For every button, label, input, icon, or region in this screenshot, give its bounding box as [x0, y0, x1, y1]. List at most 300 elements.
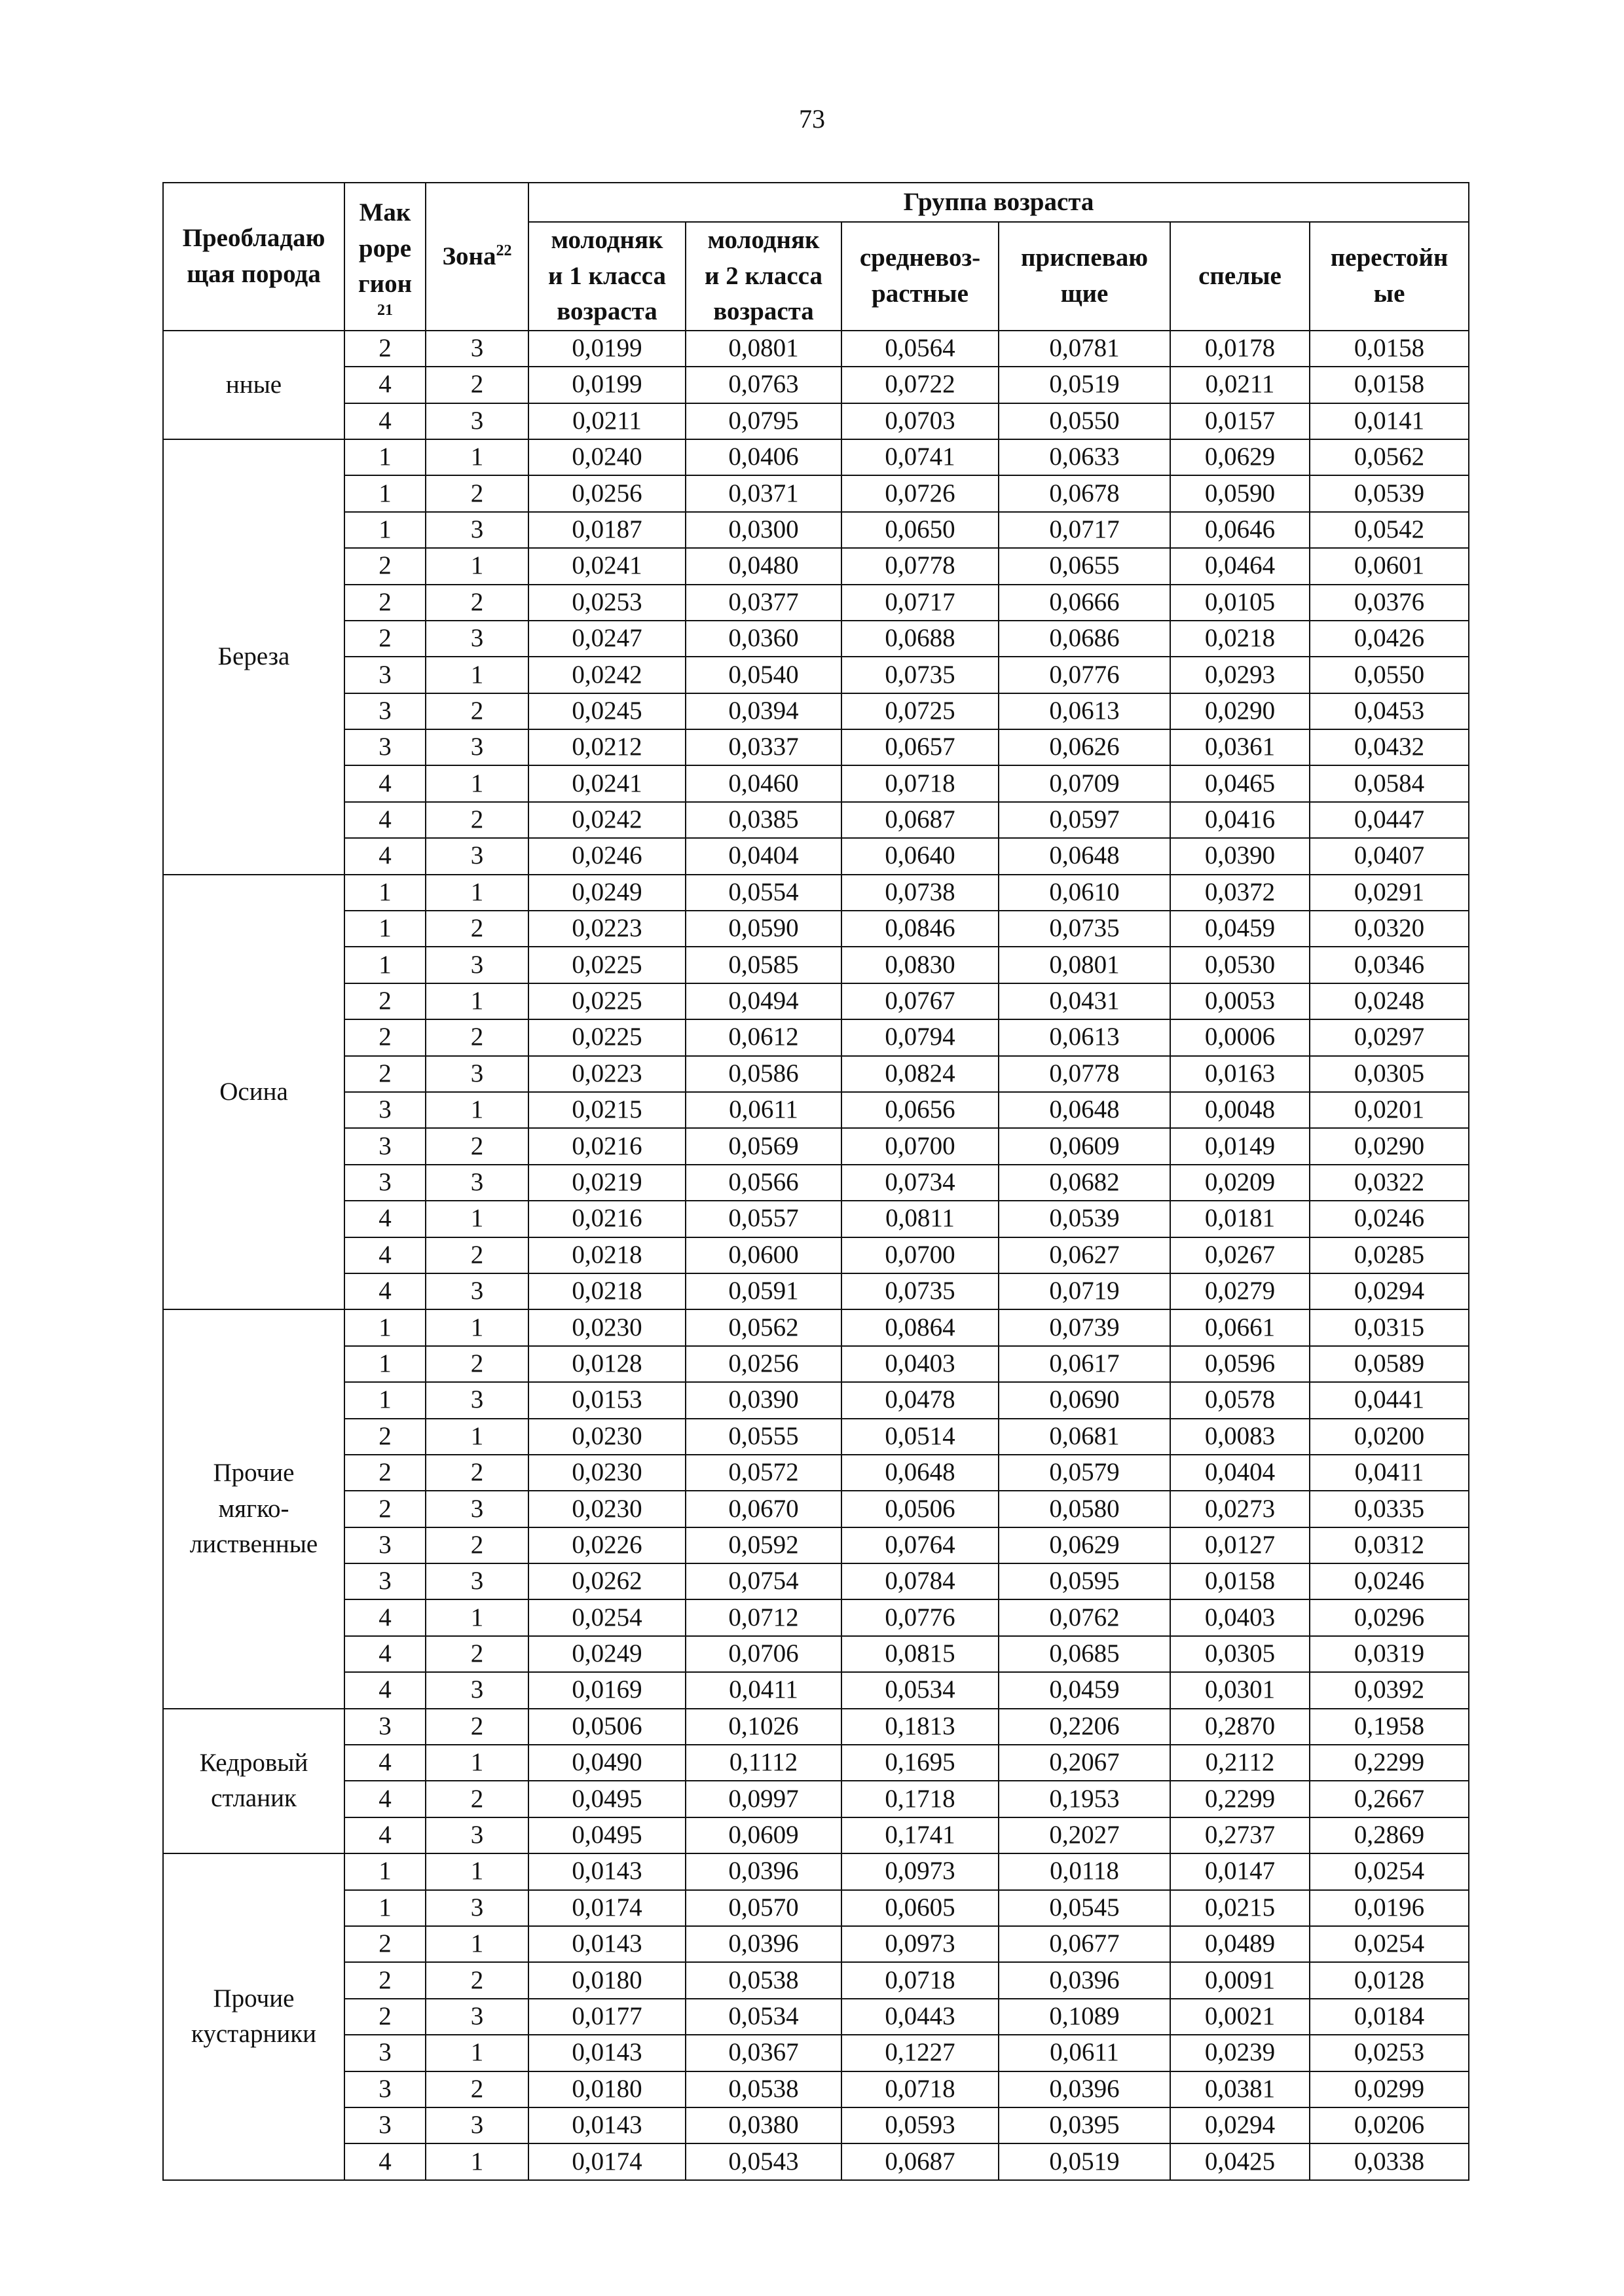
value-cell: 0,0245: [528, 693, 686, 729]
value-cell: 0,0338: [1310, 2143, 1469, 2179]
value-cell: 0,0738: [841, 875, 999, 911]
value-cell: 0,0396: [999, 2071, 1170, 2107]
zone-cell: 2: [426, 585, 528, 621]
value-cell: 0,0557: [686, 1201, 841, 1237]
zone-cell: 3: [426, 1273, 528, 1309]
value-cell: 0,0230: [528, 1491, 686, 1527]
value-cell: 0,0199: [528, 367, 686, 403]
value-cell: 0,0590: [686, 911, 841, 947]
value-cell: 0,0199: [528, 331, 686, 367]
zone-cell: 2: [426, 1019, 528, 1055]
macroregion-cell: 4: [344, 802, 426, 838]
value-cell: 0,0337: [686, 729, 841, 765]
value-cell: 0,0174: [528, 1890, 686, 1926]
value-cell: 0,0404: [1170, 1455, 1310, 1491]
value-cell: 0,0240: [528, 439, 686, 475]
macroregion-cell: 3: [344, 729, 426, 765]
value-cell: 0,0764: [841, 1527, 999, 1563]
value-cell: 0,0285: [1310, 1237, 1469, 1273]
table-row: [163, 1672, 1469, 1708]
value-cell: 0,0416: [1170, 802, 1310, 838]
value-cell: 0,1112: [686, 1745, 841, 1781]
table-row: [163, 1201, 1469, 1237]
species-name-line: Кедровый: [199, 1748, 308, 1777]
value-cell: 0,0118: [999, 1853, 1170, 1889]
zone-cell: 2: [426, 1527, 528, 1563]
header-age-column-line: щие: [1060, 279, 1109, 308]
species-name-line: кустарники: [191, 2020, 317, 2049]
value-cell: 0,0225: [528, 983, 686, 1019]
value-cell: 0,0006: [1170, 1019, 1310, 1055]
value-cell: 0,0712: [686, 1599, 841, 1635]
value-cell: 0,0538: [686, 1962, 841, 1998]
value-cell: 0,0246: [528, 838, 686, 874]
table-row: [163, 1419, 1469, 1455]
value-cell: 0,0425: [1170, 2143, 1310, 2179]
header-row-1: [163, 183, 1469, 222]
value-cell: 0,0539: [999, 1201, 1170, 1237]
value-cell: 0,0718: [841, 1962, 999, 1998]
macroregion-cell: 2: [344, 983, 426, 1019]
value-cell: 0,0776: [999, 657, 1170, 693]
table-row: [163, 1999, 1469, 2035]
value-cell: 0,0465: [1170, 765, 1310, 801]
table-row: [163, 1382, 1469, 1418]
header-age-column: [1170, 222, 1310, 331]
species-name-line: Прочие: [213, 1459, 295, 1487]
value-cell: 0,0778: [999, 1056, 1170, 1092]
value-cell: 0,0390: [1170, 838, 1310, 874]
value-cell: 0,0143: [528, 1853, 686, 1889]
value-cell: 0,0407: [1310, 838, 1469, 874]
zone-cell: 3: [426, 1890, 528, 1926]
header-macroregion-footnote: 21: [377, 301, 393, 319]
value-cell: 0,0650: [841, 512, 999, 548]
value-cell: 0,0242: [528, 802, 686, 838]
value-cell: 0,2869: [1310, 1817, 1469, 1853]
table-row: [163, 403, 1469, 439]
table-row: [163, 1273, 1469, 1309]
zone-cell: 3: [426, 1165, 528, 1201]
value-cell: 0,0566: [686, 1165, 841, 1201]
value-cell: 0,0794: [841, 1019, 999, 1055]
value-cell: 0,0211: [1170, 367, 1310, 403]
value-cell: 0,0640: [841, 838, 999, 874]
table-row: [163, 512, 1469, 548]
zone-cell: 1: [426, 1419, 528, 1455]
zone-cell: 2: [426, 1346, 528, 1382]
value-cell: 0,0579: [999, 1455, 1170, 1491]
header-age-column-line: возраста: [713, 297, 814, 326]
macroregion-cell: 4: [344, 1273, 426, 1309]
value-cell: 0,0239: [1170, 2035, 1310, 2071]
zone-cell: 1: [426, 2143, 528, 2179]
value-cell: 0,0611: [999, 2035, 1170, 2071]
macroregion-cell: 4: [344, 838, 426, 874]
table-row: [163, 1781, 1469, 1817]
value-cell: 0,0226: [528, 1527, 686, 1563]
header-age-column-line: перестойн: [1330, 244, 1449, 272]
species-name-line: стланик: [211, 1784, 297, 1813]
value-cell: 0,0534: [686, 1999, 841, 2035]
macroregion-cell: 3: [344, 1563, 426, 1599]
value-cell: 0,0735: [841, 1273, 999, 1309]
value-cell: 0,2299: [1310, 1745, 1469, 1781]
value-cell: 0,0762: [999, 1599, 1170, 1635]
value-cell: 0,0211: [528, 403, 686, 439]
value-cell: 0,0495: [528, 1817, 686, 1853]
value-cell: 0,0506: [841, 1491, 999, 1527]
value-cell: 0,0246: [1310, 1201, 1469, 1237]
macroregion-cell: 4: [344, 1745, 426, 1781]
value-cell: 0,0242: [528, 657, 686, 693]
value-cell: 0,0360: [686, 621, 841, 657]
value-cell: 0,0609: [999, 1128, 1170, 1164]
table-row: [163, 947, 1469, 983]
value-cell: 0,0163: [1170, 1056, 1310, 1092]
value-cell: 0,0596: [1170, 1346, 1310, 1382]
value-cell: 0,0021: [1170, 1999, 1310, 2035]
zone-cell: 2: [426, 367, 528, 403]
value-cell: 0,0241: [528, 765, 686, 801]
value-cell: 0,0143: [528, 2107, 686, 2143]
zone-cell: 1: [426, 657, 528, 693]
species-name-line: нные: [225, 370, 282, 399]
macroregion-cell: 4: [344, 1599, 426, 1635]
value-cell: 0,0554: [686, 875, 841, 911]
zone-cell: 2: [426, 1781, 528, 1817]
zone-cell: 3: [426, 1817, 528, 1853]
value-cell: 0,0396: [686, 1926, 841, 1962]
value-cell: 0,0218: [1170, 621, 1310, 657]
value-cell: 0,0997: [686, 1781, 841, 1817]
value-cell: 0,0256: [528, 475, 686, 511]
header-age-column-line: средневоз-: [859, 244, 981, 272]
macroregion-cell: 1: [344, 947, 426, 983]
zone-cell: 1: [426, 439, 528, 475]
value-cell: 0,0253: [1310, 2035, 1469, 2071]
value-cell: 0,0725: [841, 693, 999, 729]
table-row: [163, 1709, 1469, 1745]
header-species-line: Преобладаю: [182, 224, 325, 253]
table-row: [163, 1346, 1469, 1382]
value-cell: 0,0815: [841, 1636, 999, 1672]
zone-cell: 3: [426, 331, 528, 367]
macroregion-cell: 4: [344, 367, 426, 403]
value-cell: 0,0459: [1170, 911, 1310, 947]
species-name-line: лиственные: [189, 1530, 318, 1559]
macroregion-cell: 3: [344, 2035, 426, 2071]
table-row: [163, 875, 1469, 911]
value-cell: 0,0177: [528, 1999, 686, 2035]
header-macroregion-line: гион: [358, 270, 413, 299]
macroregion-cell: 3: [344, 1128, 426, 1164]
header-zone-label: Зона: [442, 242, 496, 270]
table-row: [163, 2071, 1469, 2107]
value-cell: 0,0570: [686, 1890, 841, 1926]
value-cell: 0,0776: [841, 1599, 999, 1635]
value-cell: 0,0241: [528, 548, 686, 584]
value-cell: 0,0824: [841, 1056, 999, 1092]
value-cell: 0,0584: [1310, 765, 1469, 801]
zone-cell: 3: [426, 1999, 528, 2035]
macroregion-cell: 3: [344, 2107, 426, 2143]
zone-cell: 1: [426, 1201, 528, 1237]
table-row: [163, 802, 1469, 838]
value-cell: 0,0741: [841, 439, 999, 475]
value-cell: 0,1227: [841, 2035, 999, 2071]
value-cell: 0,2737: [1170, 1817, 1310, 1853]
value-cell: 0,0735: [841, 657, 999, 693]
value-cell: 0,0346: [1310, 947, 1469, 983]
value-cell: 0,0540: [686, 657, 841, 693]
value-cell: 0,0147: [1170, 1853, 1310, 1889]
table-row: [163, 693, 1469, 729]
macroregion-cell: 2: [344, 1999, 426, 2035]
species-cell: [163, 1853, 344, 2180]
value-cell: 0,0380: [686, 2107, 841, 2143]
value-cell: 0,0490: [528, 1745, 686, 1781]
value-cell: 0,0394: [686, 693, 841, 729]
value-cell: 0,0294: [1170, 2107, 1310, 2143]
value-cell: 0,0218: [528, 1237, 686, 1273]
value-cell: 0,0534: [841, 1672, 999, 1708]
value-cell: 0,0600: [686, 1237, 841, 1273]
table-row: [163, 331, 1469, 367]
value-cell: 0,0453: [1310, 693, 1469, 729]
value-cell: 0,0973: [841, 1853, 999, 1889]
value-cell: 0,0811: [841, 1201, 999, 1237]
value-cell: 0,0158: [1170, 1563, 1310, 1599]
value-cell: 0,0297: [1310, 1019, 1469, 1055]
value-cell: 0,0709: [999, 765, 1170, 801]
table-row: [163, 1926, 1469, 1962]
value-cell: 0,0431: [999, 983, 1170, 1019]
zone-cell: 2: [426, 2071, 528, 2107]
value-cell: 0,0864: [841, 1309, 999, 1345]
value-cell: 0,0249: [528, 875, 686, 911]
value-cell: 0,0648: [841, 1455, 999, 1491]
species-cell: [163, 439, 344, 875]
zone-cell: 3: [426, 512, 528, 548]
value-cell: 0,0610: [999, 875, 1170, 911]
value-cell: 0,0178: [1170, 331, 1310, 367]
table-row: [163, 1890, 1469, 1926]
value-cell: 0,0478: [841, 1382, 999, 1418]
value-cell: 0,0212: [528, 729, 686, 765]
value-cell: 0,0700: [841, 1128, 999, 1164]
value-cell: 0,0279: [1170, 1273, 1310, 1309]
value-cell: 0,0053: [1170, 983, 1310, 1019]
table-row: [163, 621, 1469, 657]
value-cell: 0,0403: [841, 1346, 999, 1382]
value-cell: 0,0506: [528, 1709, 686, 1745]
species-name-line: Прочие: [213, 1984, 295, 2013]
value-cell: 0,0262: [528, 1563, 686, 1599]
zone-cell: 1: [426, 1309, 528, 1345]
value-cell: 0,0385: [686, 802, 841, 838]
header-age-column-line: молодняк: [707, 226, 820, 254]
value-cell: 0,0215: [528, 1092, 686, 1128]
header-age-group: Группа возраста: [528, 183, 1469, 222]
zone-cell: 2: [426, 475, 528, 511]
value-cell: 0,0597: [999, 802, 1170, 838]
table-row: [163, 1165, 1469, 1201]
value-cell: 0,0562: [686, 1309, 841, 1345]
table-row: [163, 729, 1469, 765]
zone-cell: 3: [426, 947, 528, 983]
value-cell: 0,0392: [1310, 1672, 1469, 1708]
value-cell: 0,0726: [841, 475, 999, 511]
macroregion-cell: 1: [344, 475, 426, 511]
value-cell: 0,0703: [841, 403, 999, 439]
value-cell: 0,0153: [528, 1382, 686, 1418]
value-cell: 0,0589: [1310, 1346, 1469, 1382]
header-species-line: щая порода: [187, 259, 321, 288]
value-cell: 0,0223: [528, 911, 686, 947]
value-cell: 0,0305: [1170, 1636, 1310, 1672]
header-age-column-line: спелые: [1198, 261, 1282, 290]
value-cell: 0,0169: [528, 1672, 686, 1708]
value-cell: 0,0690: [999, 1382, 1170, 1418]
value-cell: 0,1089: [999, 1999, 1170, 2035]
zone-cell: 2: [426, 1636, 528, 1672]
table-row: [163, 1455, 1469, 1491]
value-cell: 0,0187: [528, 512, 686, 548]
value-cell: 0,0519: [999, 367, 1170, 403]
table-row: [163, 1817, 1469, 1853]
zone-cell: 2: [426, 802, 528, 838]
value-cell: 0,0717: [841, 585, 999, 621]
value-cell: 0,0677: [999, 1926, 1170, 1962]
zone-cell: 1: [426, 1599, 528, 1635]
value-cell: 0,1695: [841, 1745, 999, 1781]
value-cell: 0,0215: [1170, 1890, 1310, 1926]
macroregion-cell: 4: [344, 1201, 426, 1237]
value-cell: 0,0687: [841, 802, 999, 838]
value-cell: 0,1718: [841, 1781, 999, 1817]
value-cell: 0,0629: [999, 1527, 1170, 1563]
macroregion-cell: 3: [344, 693, 426, 729]
value-cell: 0,0319: [1310, 1636, 1469, 1672]
zone-cell: 1: [426, 875, 528, 911]
macroregion-cell: 1: [344, 1346, 426, 1382]
macroregion-cell: 3: [344, 1092, 426, 1128]
value-cell: 0,0248: [1310, 983, 1469, 1019]
value-cell: 0,0381: [1170, 2071, 1310, 2107]
value-cell: 0,0626: [999, 729, 1170, 765]
macroregion-cell: 3: [344, 1527, 426, 1563]
value-cell: 0,0230: [528, 1419, 686, 1455]
header-macroregion: [344, 183, 426, 331]
zone-cell: 1: [426, 548, 528, 584]
zone-cell: 2: [426, 1128, 528, 1164]
macroregion-cell: 1: [344, 1890, 426, 1926]
value-cell: 0,0377: [686, 585, 841, 621]
value-cell: 0,0322: [1310, 1165, 1469, 1201]
header-age-column-line: молодняк: [551, 226, 663, 254]
table-row: [163, 657, 1469, 693]
table-row: [163, 1962, 1469, 1998]
value-cell: 0,0495: [528, 1781, 686, 1817]
table-row: [163, 475, 1469, 511]
species-cell: [163, 331, 344, 439]
macroregion-cell: 3: [344, 1165, 426, 1201]
value-cell: 0,0778: [841, 548, 999, 584]
value-cell: 0,0591: [686, 1273, 841, 1309]
value-cell: 0,0256: [686, 1346, 841, 1382]
value-cell: 0,0395: [999, 2107, 1170, 2143]
value-cell: 0,0464: [1170, 548, 1310, 584]
table-row: [163, 1745, 1469, 1781]
value-cell: 0,0293: [1170, 657, 1310, 693]
table-row: [163, 1563, 1469, 1599]
zone-cell: 2: [426, 1455, 528, 1491]
value-cell: 0,0718: [841, 765, 999, 801]
macroregion-cell: 4: [344, 403, 426, 439]
value-cell: 0,0700: [841, 1237, 999, 1273]
value-cell: 0,1953: [999, 1781, 1170, 1817]
zone-cell: 1: [426, 1745, 528, 1781]
zone-cell: 1: [426, 765, 528, 801]
header-macroregion-line: Мак: [359, 198, 411, 227]
value-cell: 0,0091: [1170, 1962, 1310, 1998]
header-zone: [426, 183, 528, 331]
value-cell: 0,0219: [528, 1165, 686, 1201]
value-cell: 0,0592: [686, 1527, 841, 1563]
value-cell: 0,0801: [999, 947, 1170, 983]
value-cell: 0,0149: [1170, 1128, 1310, 1164]
value-cell: 0,0390: [686, 1382, 841, 1418]
species-cell: [163, 1709, 344, 1854]
value-cell: 0,0367: [686, 2035, 841, 2071]
value-cell: 0,0143: [528, 1926, 686, 1962]
macroregion-cell: 4: [344, 765, 426, 801]
value-cell: 0,0254: [528, 1599, 686, 1635]
value-cell: 0,0656: [841, 1092, 999, 1128]
macroregion-cell: 4: [344, 1237, 426, 1273]
zone-cell: 2: [426, 1962, 528, 1998]
value-cell: 0,0586: [686, 1056, 841, 1092]
value-cell: 0,1813: [841, 1709, 999, 1745]
value-cell: 0,0629: [1170, 439, 1310, 475]
value-cell: 0,0538: [686, 2071, 841, 2107]
value-cell: 0,0681: [999, 1419, 1170, 1455]
value-cell: 0,0718: [841, 2071, 999, 2107]
value-cell: 0,0218: [528, 1273, 686, 1309]
table-row: [163, 1853, 1469, 1889]
value-cell: 0,0459: [999, 1672, 1170, 1708]
value-cell: 0,0519: [999, 2143, 1170, 2179]
value-cell: 0,0530: [1170, 947, 1310, 983]
value-cell: 0,0666: [999, 585, 1170, 621]
value-cell: 0,0305: [1310, 1056, 1469, 1092]
value-cell: 0,0411: [686, 1672, 841, 1708]
value-cell: 0,0612: [686, 1019, 841, 1055]
table-row: [163, 838, 1469, 874]
species-name-line: Береза: [217, 642, 290, 670]
value-cell: 0,0206: [1310, 2107, 1469, 2143]
value-cell: 0,0605: [841, 1890, 999, 1926]
header-age-column: [841, 222, 999, 331]
zone-cell: 1: [426, 1926, 528, 1962]
value-cell: 0,0320: [1310, 911, 1469, 947]
value-cell: 0,1026: [686, 1709, 841, 1745]
value-cell: 0,0128: [528, 1346, 686, 1382]
value-cell: 0,0361: [1170, 729, 1310, 765]
value-cell: 0,0593: [841, 2107, 999, 2143]
value-cell: 0,0230: [528, 1455, 686, 1491]
